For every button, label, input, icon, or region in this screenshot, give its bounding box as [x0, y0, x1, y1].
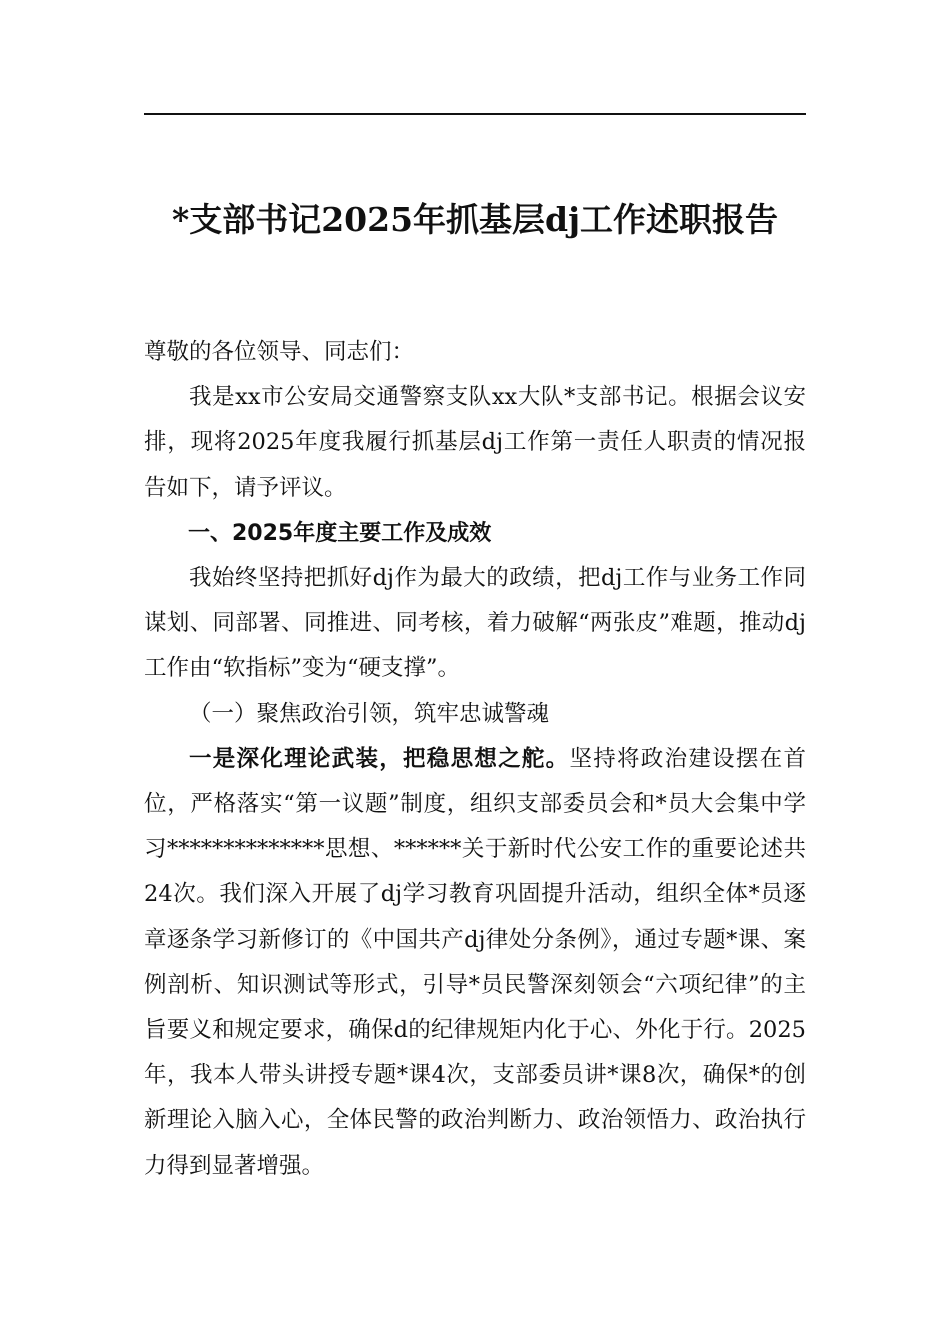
section-paragraph: 我始终坚持把抓好dj作为最大的政绩，把dj工作与业务工作同谋划、同部署、同推进、同考核，着力破解“两张皮”难题，推动dj工作由“软指标”变为“硬支撑”。	[144, 565, 806, 682]
salutation: 尊敬的各位领导、同志们：	[144, 339, 415, 365]
intro-paragraph: 我是xx市公安局交通警察支队xx大队*支部书记。根据会议安排，现将2025年度我履行抓基层dj工作第一责任人职责的情况报告如下，请予评议。	[144, 384, 806, 501]
point-paragraph	[144, 737, 806, 1189]
point-lead: 一是深化理论武装，把稳思想之舵。	[189, 745, 570, 772]
document-title: *支部书记2025年抓基层dj工作述职报告	[171, 200, 779, 239]
point-body: 坚持将政治建设摆在首位，严格落实“第一议题”制度，组织支部委员会和*员大会集中学习**************思想、******关于新时代公安工作的重要论述共24次。我们深入开展了dj学习教育巩固提升活动，组织全体*员逐章逐条学习新修订的《中国共产dj律处分条例》，通过专题*课、案例剖析、知识测试等形式，引导*员民警深刻领会“六项纪律”的主旨要义和规定要求，确保d的纪律规矩内化于心、外化于行。2025年，我本人带头讲授专题*课4次，支部委员讲*课8次，确保*的创新理论入脑入心，全体民警的政治判断力、政治领悟力、政治执行力得到显著增强。	[144, 745, 806, 1179]
section-heading: 一、2025年度主要工作及成效	[188, 520, 492, 546]
header-rule	[144, 113, 806, 115]
document-body	[144, 330, 806, 1189]
subsection-heading: （一）聚焦政治引领，筑牢忠诚警魂	[189, 700, 550, 727]
